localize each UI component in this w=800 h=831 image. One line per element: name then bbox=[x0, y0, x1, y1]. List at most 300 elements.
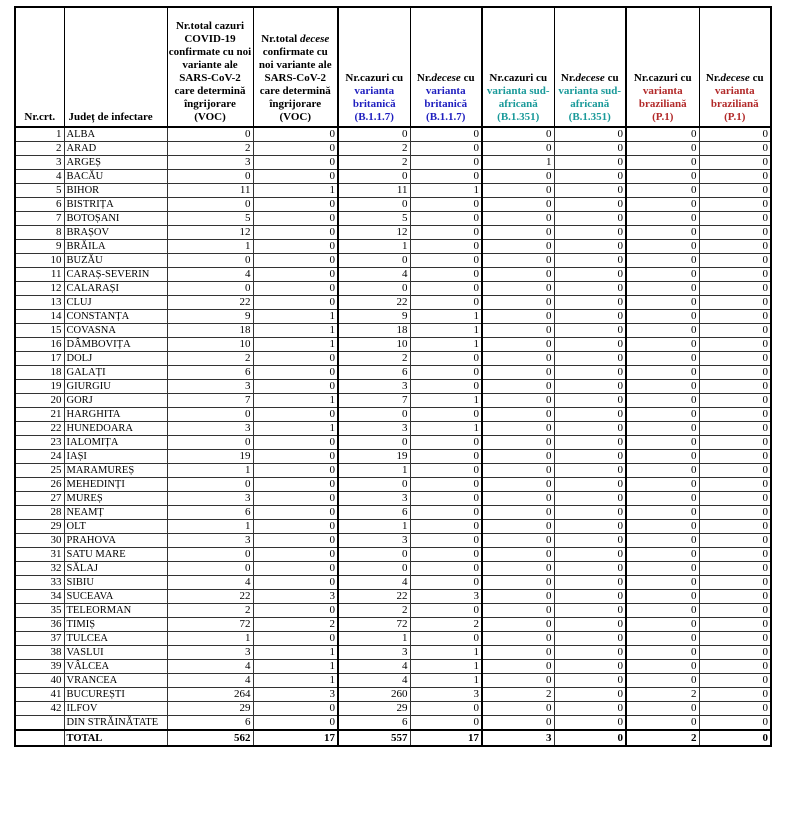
cell-total-decese: 0 bbox=[253, 380, 338, 394]
header-total-cazuri: Nr.total cazuri COVID-19 confirmate cu noi variante ale SARS-CoV-2 care determină îngrijorare (VOC) bbox=[167, 7, 253, 127]
table-row bbox=[15, 324, 771, 338]
cell-total-cazuri: 9 bbox=[167, 310, 253, 324]
cell-cazuri-braziliana: 0 bbox=[626, 240, 699, 254]
cell-judet: BISTRIȚA bbox=[64, 198, 167, 212]
table-row bbox=[15, 156, 771, 170]
cell-judet: BRAȘOV bbox=[64, 226, 167, 240]
header-cazuri-sud-africana: Nr.cazuri cu varianta sud-africană (B.1.351) bbox=[482, 7, 554, 127]
cell-cazuri-britanica: 0 bbox=[338, 127, 410, 142]
cell-decese-britanica: 1 bbox=[410, 660, 482, 674]
cell-cazuri-britanica: 0 bbox=[338, 408, 410, 422]
cell-cazuri-braziliana: 0 bbox=[626, 170, 699, 184]
cell-decese-britanica: 0 bbox=[410, 254, 482, 268]
cell-decese-braziliana: 0 bbox=[699, 674, 771, 688]
cell-decese-britanica: 1 bbox=[410, 646, 482, 660]
cell-total-decese: 0 bbox=[253, 282, 338, 296]
cell-total-cazuri: 72 bbox=[167, 618, 253, 632]
cell-nr-crt: 10 bbox=[15, 254, 64, 268]
cell-cazuri-britanica: 3 bbox=[338, 492, 410, 506]
cell-decese-britanica: 0 bbox=[410, 240, 482, 254]
cell-nr-crt: 31 bbox=[15, 548, 64, 562]
cell-cazuri-sud-africana: 0 bbox=[482, 240, 554, 254]
cell-nr-crt: 7 bbox=[15, 212, 64, 226]
cell-total-decese: 0 bbox=[253, 520, 338, 534]
voc-variants-table bbox=[14, 6, 772, 747]
cell-cazuri-britanica: 4 bbox=[338, 576, 410, 590]
cell-total-cazuri: 4 bbox=[167, 576, 253, 590]
cell-decese-braziliana: 0 bbox=[699, 366, 771, 380]
cell-decese-braziliana: 0 bbox=[699, 688, 771, 702]
cell-decese-sud-africana: 0 bbox=[554, 464, 626, 478]
total-row bbox=[15, 730, 771, 746]
cell-judet: DIN STRĂINĂTATE bbox=[64, 716, 167, 731]
cell-decese-britanica: 0 bbox=[410, 702, 482, 716]
header-nr-crt: Nr.crt. bbox=[15, 7, 64, 127]
table-row bbox=[15, 310, 771, 324]
cell-judet: COVASNA bbox=[64, 324, 167, 338]
cell-decese-braziliana: 0 bbox=[699, 590, 771, 604]
cell-total-cazuri: 0 bbox=[167, 127, 253, 142]
table-row bbox=[15, 450, 771, 464]
cell-decese-braziliana: 0 bbox=[699, 422, 771, 436]
cell-total-decese: 0 bbox=[253, 716, 338, 731]
cell-decese-britanica: 0 bbox=[410, 520, 482, 534]
cell-cazuri-britanica: 18 bbox=[338, 324, 410, 338]
cell-nr-crt: 21 bbox=[15, 408, 64, 422]
cell-cazuri-sud-africana: 0 bbox=[482, 534, 554, 548]
cell-decese-sud-africana: 0 bbox=[554, 226, 626, 240]
cell-judet: SIBIU bbox=[64, 576, 167, 590]
cell-judet: OLT bbox=[64, 520, 167, 534]
cell-total-decese: 0 bbox=[253, 198, 338, 212]
cell-decese-braziliana: 0 bbox=[699, 127, 771, 142]
cell-cazuri-britanica: 0 bbox=[338, 254, 410, 268]
cell-total-decese: 1 bbox=[253, 660, 338, 674]
cell-judet: DOLJ bbox=[64, 352, 167, 366]
cell-nr-crt: 36 bbox=[15, 618, 64, 632]
cell-decese-sud-africana: 0 bbox=[554, 324, 626, 338]
cell-judet: PRAHOVA bbox=[64, 534, 167, 548]
cell-cazuri-sud-africana: 0 bbox=[482, 170, 554, 184]
cell-decese-sud-africana: 0 bbox=[554, 520, 626, 534]
cell-decese-sud-africana: 0 bbox=[554, 422, 626, 436]
cell-cazuri-braziliana: 0 bbox=[626, 184, 699, 198]
cell-decese-britanica: 0 bbox=[410, 198, 482, 212]
cell-nr-crt: 22 bbox=[15, 422, 64, 436]
cell-total-decese: 0 bbox=[253, 170, 338, 184]
cell-total-cazuri: 0 bbox=[167, 478, 253, 492]
cell-cazuri-britanica: 0 bbox=[338, 478, 410, 492]
table-row bbox=[15, 226, 771, 240]
cell-nr-crt: 12 bbox=[15, 282, 64, 296]
cell-cazuri-britanica: 0 bbox=[338, 198, 410, 212]
cell-nr-crt: 32 bbox=[15, 562, 64, 576]
cell-cazuri-britanica: 3 bbox=[338, 646, 410, 660]
cell-cazuri-sud-africana: 0 bbox=[482, 590, 554, 604]
cell-cazuri-britanica: 5 bbox=[338, 212, 410, 226]
cell-cazuri-sud-africana: 0 bbox=[482, 576, 554, 590]
cell-total-decese: 3 bbox=[253, 590, 338, 604]
cell-cazuri-britanica: 260 bbox=[338, 688, 410, 702]
table-row bbox=[15, 212, 771, 226]
cell-cazuri-braziliana: 0 bbox=[626, 702, 699, 716]
cell-decese-braziliana: 0 bbox=[699, 394, 771, 408]
cell-decese-britanica: 0 bbox=[410, 380, 482, 394]
cell-judet: NEAMȚ bbox=[64, 506, 167, 520]
cell-cazuri-sud-africana: 0 bbox=[482, 632, 554, 646]
cell-judet: DÂMBOVIȚA bbox=[64, 338, 167, 352]
cell-total-cazuri: 3 bbox=[167, 534, 253, 548]
cell-nr-crt: 25 bbox=[15, 464, 64, 478]
cell-cazuri-britanica: 1 bbox=[338, 520, 410, 534]
cell-decese-britanica: 1 bbox=[410, 338, 482, 352]
cell-cazuri-braziliana: 0 bbox=[626, 660, 699, 674]
cell-total-cazuri: 18 bbox=[167, 324, 253, 338]
cell-cazuri-sud-africana: 0 bbox=[482, 394, 554, 408]
cell-total-cazuri: 29 bbox=[167, 702, 253, 716]
cell-total-decese: 0 bbox=[253, 254, 338, 268]
cell-cazuri-britanica: 4 bbox=[338, 674, 410, 688]
cell-decese-braziliana: 0 bbox=[699, 142, 771, 156]
cell-cazuri-britanica: 3 bbox=[338, 422, 410, 436]
cell-cazuri-sud-africana: 0 bbox=[482, 702, 554, 716]
cell-cazuri-braziliana: 0 bbox=[626, 366, 699, 380]
cell-cazuri-braziliana: 0 bbox=[626, 436, 699, 450]
cell-total-decese: 0 bbox=[253, 436, 338, 450]
cell-total-decese: 1 bbox=[253, 394, 338, 408]
cell-total-cazuri: 3 bbox=[167, 380, 253, 394]
cell-decese-sud-africana: 0 bbox=[554, 282, 626, 296]
cell-total-cazuri: 4 bbox=[167, 674, 253, 688]
cell-decese-britanica: 1 bbox=[410, 394, 482, 408]
cell-total-cazuri: 0 bbox=[167, 408, 253, 422]
cell-decese-braziliana: 0 bbox=[699, 702, 771, 716]
cell-decese-britanica: 0 bbox=[410, 170, 482, 184]
cell-cazuri-braziliana: 0 bbox=[626, 394, 699, 408]
cell-decese-britanica: 0 bbox=[410, 716, 482, 731]
cell-decese-britanica: 0 bbox=[410, 478, 482, 492]
cell-decese-braziliana: 0 bbox=[699, 324, 771, 338]
cell-total-cazuri: 1 bbox=[167, 520, 253, 534]
header-decese-sud-africana: Nr.decese cu varianta sud-africană (B.1.351) bbox=[554, 7, 626, 127]
cell-total-cazuri: 12 bbox=[167, 226, 253, 240]
cell-total-decese: 0 bbox=[253, 212, 338, 226]
cell-cazuri-britanica: 0 bbox=[338, 436, 410, 450]
cell-cazuri-braziliana: 0 bbox=[626, 548, 699, 562]
cell-cazuri-britanica: 10 bbox=[338, 338, 410, 352]
table-row bbox=[15, 716, 771, 731]
cell-judet: ARGEȘ bbox=[64, 156, 167, 170]
cell-nr-crt: 11 bbox=[15, 268, 64, 282]
cell-total-decese: 0 bbox=[253, 576, 338, 590]
cell-decese-sud-africana: 0 bbox=[554, 366, 626, 380]
cell-decese-braziliana: 0 bbox=[699, 492, 771, 506]
cell-judet: HARGHITA bbox=[64, 408, 167, 422]
cell-decese-britanica: 0 bbox=[410, 632, 482, 646]
cell-decese-sud-africana: 0 bbox=[554, 646, 626, 660]
cell-cazuri-sud-africana: 0 bbox=[482, 422, 554, 436]
cell-decese-braziliana: 0 bbox=[699, 548, 771, 562]
cell-cazuri-britanica: 1 bbox=[338, 240, 410, 254]
cell-decese-braziliana: 0 bbox=[699, 338, 771, 352]
cell-decese-sud-africana: 0 bbox=[554, 660, 626, 674]
cell-decese-sud-africana: 0 bbox=[554, 604, 626, 618]
table-row bbox=[15, 142, 771, 156]
cell-total-cazuri: 22 bbox=[167, 590, 253, 604]
cell-decese-braziliana: 0 bbox=[699, 310, 771, 324]
cell-nr-crt: 23 bbox=[15, 436, 64, 450]
cell-decese-braziliana: 0 bbox=[699, 618, 771, 632]
cell-nr-crt: 5 bbox=[15, 184, 64, 198]
cell-total-decese: 0 bbox=[253, 450, 338, 464]
cell-judet: VASLUI bbox=[64, 646, 167, 660]
cell-total-cazuri: 0 bbox=[167, 170, 253, 184]
table-row bbox=[15, 127, 771, 142]
cell-cazuri-braziliana: 0 bbox=[626, 254, 699, 268]
cell-cazuri-braziliana: 0 bbox=[626, 338, 699, 352]
cell-decese-sud-africana: 0 bbox=[554, 436, 626, 450]
table-row bbox=[15, 618, 771, 632]
cell-judet: ALBA bbox=[64, 127, 167, 142]
cell-cazuri-sud-africana: 0 bbox=[482, 450, 554, 464]
header-row bbox=[15, 7, 771, 127]
cell-cazuri-sud-africana: 0 bbox=[482, 660, 554, 674]
cell-decese-sud-africana: 0 bbox=[554, 548, 626, 562]
header-judet: Județ de infectare bbox=[64, 7, 167, 127]
cell-judet: ILFOV bbox=[64, 702, 167, 716]
cell-decese-sud-africana: 0 bbox=[554, 716, 626, 731]
cell-cazuri-britanica: 12 bbox=[338, 226, 410, 240]
table-row bbox=[15, 478, 771, 492]
cell-decese-braziliana: 0 bbox=[699, 156, 771, 170]
cell-cazuri-britanica: 2 bbox=[338, 604, 410, 618]
cell-decese-braziliana: 0 bbox=[699, 198, 771, 212]
cell-total-decese: 1 bbox=[253, 338, 338, 352]
cell-cazuri-britanica: 4 bbox=[338, 660, 410, 674]
cell-cazuri-braziliana: 0 bbox=[626, 674, 699, 688]
cell-decese-sud-africana: 0 bbox=[554, 198, 626, 212]
cell-cazuri-sud-africana: 0 bbox=[482, 282, 554, 296]
cell-decese-britanica: 0 bbox=[410, 366, 482, 380]
cell-total-decese: 0 bbox=[253, 534, 338, 548]
cell-cazuri-sud-africana: 0 bbox=[482, 338, 554, 352]
cell-decese-braziliana: 0 bbox=[699, 730, 771, 746]
cell-decese-sud-africana: 0 bbox=[554, 184, 626, 198]
cell-nr-crt: 30 bbox=[15, 534, 64, 548]
cell-judet: GALAȚI bbox=[64, 366, 167, 380]
cell-judet: TOTAL bbox=[64, 730, 167, 746]
cell-decese-braziliana: 0 bbox=[699, 380, 771, 394]
cell-cazuri-braziliana: 0 bbox=[626, 646, 699, 660]
header-decese-braziliana: Nr.decese cu varianta braziliană (P.1) bbox=[699, 7, 771, 127]
cell-decese-braziliana: 0 bbox=[699, 436, 771, 450]
cell-cazuri-sud-africana: 3 bbox=[482, 730, 554, 746]
cell-decese-britanica: 0 bbox=[410, 464, 482, 478]
cell-cazuri-britanica: 22 bbox=[338, 590, 410, 604]
cell-nr-crt: 37 bbox=[15, 632, 64, 646]
cell-cazuri-britanica: 0 bbox=[338, 548, 410, 562]
cell-total-cazuri: 2 bbox=[167, 352, 253, 366]
cell-cazuri-sud-africana: 0 bbox=[482, 492, 554, 506]
cell-decese-braziliana: 0 bbox=[699, 282, 771, 296]
cell-total-decese: 0 bbox=[253, 492, 338, 506]
cell-total-cazuri: 3 bbox=[167, 156, 253, 170]
cell-decese-britanica: 0 bbox=[410, 534, 482, 548]
cell-cazuri-britanica: 3 bbox=[338, 380, 410, 394]
cell-nr-crt: 41 bbox=[15, 688, 64, 702]
cell-decese-britanica: 0 bbox=[410, 156, 482, 170]
cell-decese-britanica: 0 bbox=[410, 604, 482, 618]
cell-decese-braziliana: 0 bbox=[699, 534, 771, 548]
table-row bbox=[15, 184, 771, 198]
cell-decese-sud-africana: 0 bbox=[554, 590, 626, 604]
cell-decese-braziliana: 0 bbox=[699, 478, 771, 492]
cell-cazuri-sud-africana: 0 bbox=[482, 408, 554, 422]
cell-nr-crt: 34 bbox=[15, 590, 64, 604]
cell-total-decese: 0 bbox=[253, 562, 338, 576]
cell-decese-sud-africana: 0 bbox=[554, 730, 626, 746]
cell-decese-britanica: 1 bbox=[410, 324, 482, 338]
cell-total-cazuri: 3 bbox=[167, 646, 253, 660]
cell-decese-sud-africana: 0 bbox=[554, 170, 626, 184]
table-row bbox=[15, 590, 771, 604]
cell-judet: BOTOȘANI bbox=[64, 212, 167, 226]
cell-decese-britanica: 0 bbox=[410, 548, 482, 562]
cell-decese-sud-africana: 0 bbox=[554, 632, 626, 646]
cell-nr-crt: 15 bbox=[15, 324, 64, 338]
cell-cazuri-braziliana: 0 bbox=[626, 352, 699, 366]
cell-decese-braziliana: 0 bbox=[699, 576, 771, 590]
cell-decese-braziliana: 0 bbox=[699, 660, 771, 674]
table-row bbox=[15, 464, 771, 478]
table-row bbox=[15, 492, 771, 506]
table-row bbox=[15, 282, 771, 296]
cell-nr-crt: 24 bbox=[15, 450, 64, 464]
cell-total-decese: 1 bbox=[253, 184, 338, 198]
cell-total-cazuri: 1 bbox=[167, 632, 253, 646]
cell-cazuri-sud-africana: 0 bbox=[482, 142, 554, 156]
cell-total-cazuri: 11 bbox=[167, 184, 253, 198]
cell-cazuri-britanica: 2 bbox=[338, 352, 410, 366]
cell-cazuri-braziliana: 2 bbox=[626, 688, 699, 702]
cell-judet: ARAD bbox=[64, 142, 167, 156]
cell-cazuri-sud-africana: 0 bbox=[482, 646, 554, 660]
cell-decese-britanica: 0 bbox=[410, 282, 482, 296]
cell-decese-britanica: 0 bbox=[410, 562, 482, 576]
cell-nr-crt: 27 bbox=[15, 492, 64, 506]
table-row bbox=[15, 646, 771, 660]
cell-decese-sud-africana: 0 bbox=[554, 380, 626, 394]
cell-decese-britanica: 0 bbox=[410, 506, 482, 520]
cell-total-cazuri: 5 bbox=[167, 212, 253, 226]
cell-decese-britanica: 0 bbox=[410, 226, 482, 240]
cell-decese-sud-africana: 0 bbox=[554, 492, 626, 506]
cell-nr-crt: 39 bbox=[15, 660, 64, 674]
cell-cazuri-braziliana: 0 bbox=[626, 618, 699, 632]
cell-nr-crt: 1 bbox=[15, 127, 64, 142]
cell-total-cazuri: 1 bbox=[167, 464, 253, 478]
cell-decese-britanica: 1 bbox=[410, 310, 482, 324]
cell-nr-crt: 9 bbox=[15, 240, 64, 254]
cell-total-cazuri: 2 bbox=[167, 142, 253, 156]
table-row bbox=[15, 702, 771, 716]
cell-total-decese: 0 bbox=[253, 226, 338, 240]
cell-total-decese: 0 bbox=[253, 548, 338, 562]
cell-total-decese: 0 bbox=[253, 366, 338, 380]
cell-decese-sud-africana: 0 bbox=[554, 240, 626, 254]
table-row bbox=[15, 240, 771, 254]
cell-cazuri-sud-africana: 0 bbox=[482, 604, 554, 618]
cell-cazuri-sud-africana: 0 bbox=[482, 268, 554, 282]
cell-decese-braziliana: 0 bbox=[699, 464, 771, 478]
table-row bbox=[15, 632, 771, 646]
cell-cazuri-sud-africana: 0 bbox=[482, 212, 554, 226]
cell-cazuri-braziliana: 0 bbox=[626, 296, 699, 310]
cell-nr-crt: 13 bbox=[15, 296, 64, 310]
cell-cazuri-braziliana: 0 bbox=[626, 492, 699, 506]
cell-cazuri-braziliana: 0 bbox=[626, 478, 699, 492]
cell-cazuri-sud-africana: 0 bbox=[482, 184, 554, 198]
cell-cazuri-sud-africana: 0 bbox=[482, 127, 554, 142]
cell-nr-crt: 40 bbox=[15, 674, 64, 688]
table-row bbox=[15, 198, 771, 212]
cell-total-decese: 3 bbox=[253, 688, 338, 702]
cell-judet: MARAMUREȘ bbox=[64, 464, 167, 478]
cell-cazuri-braziliana: 0 bbox=[626, 422, 699, 436]
cell-decese-sud-africana: 0 bbox=[554, 534, 626, 548]
table-row bbox=[15, 338, 771, 352]
cell-judet: BUCUREȘTI bbox=[64, 688, 167, 702]
cell-cazuri-sud-africana: 0 bbox=[482, 380, 554, 394]
header-total-decese: Nr.total decese confirmate cu noi variante ale SARS-CoV-2 care determină îngrijorare (VOC) bbox=[253, 7, 338, 127]
cell-total-decese: 0 bbox=[253, 142, 338, 156]
table-row bbox=[15, 562, 771, 576]
cell-nr-crt: 2 bbox=[15, 142, 64, 156]
cell-cazuri-sud-africana: 0 bbox=[482, 618, 554, 632]
cell-total-cazuri: 562 bbox=[167, 730, 253, 746]
cell-total-decese: 1 bbox=[253, 674, 338, 688]
cell-cazuri-sud-africana: 1 bbox=[482, 156, 554, 170]
cell-decese-braziliana: 0 bbox=[699, 268, 771, 282]
cell-cazuri-sud-africana: 0 bbox=[482, 436, 554, 450]
cell-decese-sud-africana: 0 bbox=[554, 618, 626, 632]
cell-cazuri-britanica: 19 bbox=[338, 450, 410, 464]
cell-total-decese: 0 bbox=[253, 127, 338, 142]
cell-cazuri-sud-africana: 0 bbox=[482, 464, 554, 478]
cell-total-cazuri: 6 bbox=[167, 716, 253, 731]
table-row bbox=[15, 408, 771, 422]
cell-decese-britanica: 17 bbox=[410, 730, 482, 746]
cell-decese-braziliana: 0 bbox=[699, 646, 771, 660]
cell-cazuri-britanica: 2 bbox=[338, 156, 410, 170]
cell-total-decese: 0 bbox=[253, 268, 338, 282]
cell-total-cazuri: 4 bbox=[167, 660, 253, 674]
cell-nr-crt: 14 bbox=[15, 310, 64, 324]
cell-cazuri-braziliana: 0 bbox=[626, 562, 699, 576]
cell-decese-britanica: 0 bbox=[410, 212, 482, 226]
cell-total-cazuri: 22 bbox=[167, 296, 253, 310]
cell-decese-braziliana: 0 bbox=[699, 254, 771, 268]
cell-judet: BUZĂU bbox=[64, 254, 167, 268]
cell-nr-crt: 8 bbox=[15, 226, 64, 240]
cell-total-decese: 0 bbox=[253, 156, 338, 170]
header-cazuri-braziliana: Nr.cazuri cu varianta braziliană (P.1) bbox=[626, 7, 699, 127]
cell-decese-britanica: 0 bbox=[410, 127, 482, 142]
cell-cazuri-sud-africana: 0 bbox=[482, 548, 554, 562]
cell-decese-britanica: 0 bbox=[410, 352, 482, 366]
table-row bbox=[15, 352, 771, 366]
cell-judet: VÂLCEA bbox=[64, 660, 167, 674]
